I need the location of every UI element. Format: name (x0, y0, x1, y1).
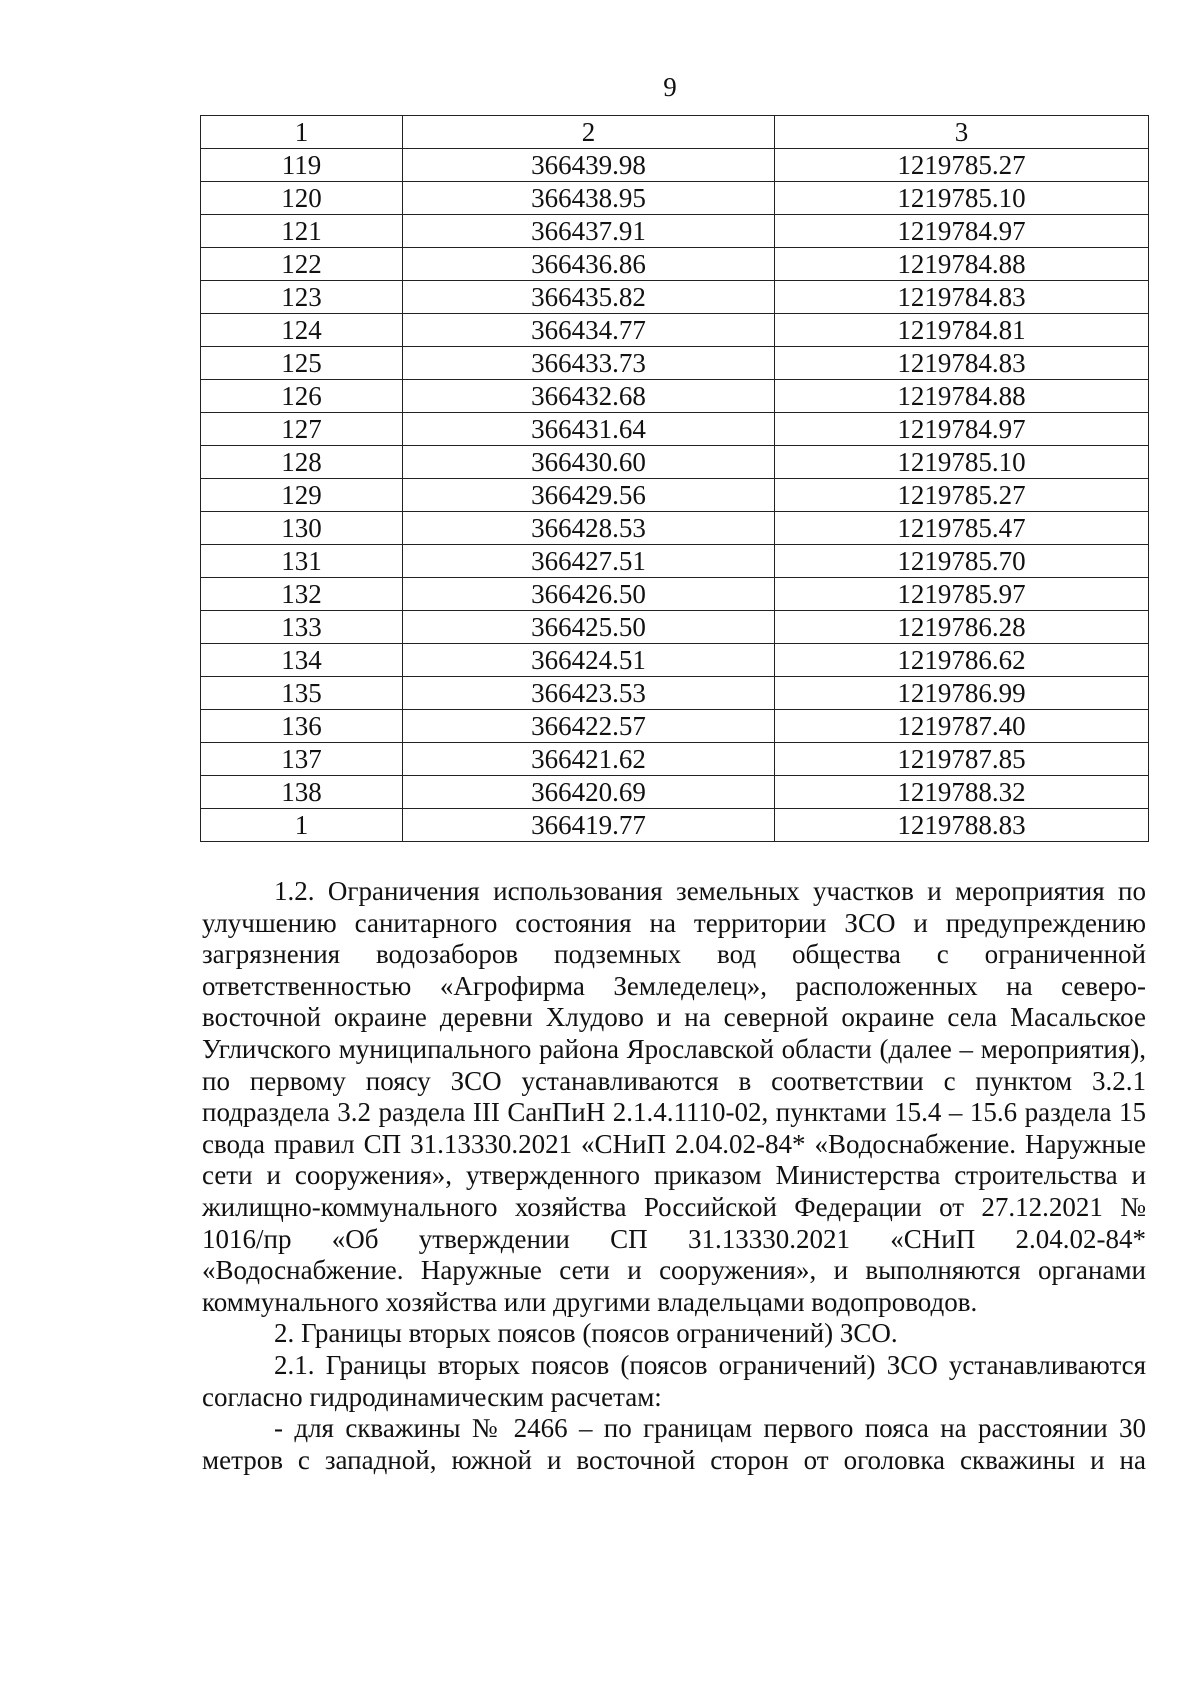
x-coordinate-cell: 366432.68 (403, 380, 775, 413)
y-coordinate-cell: 1219785.27 (775, 479, 1149, 512)
table-row (201, 182, 1149, 215)
y-coordinate-cell: 1219785.70 (775, 545, 1149, 578)
point-number-cell: 127 (201, 413, 403, 446)
x-coordinate-cell: 366438.95 (403, 182, 775, 215)
point-number-cell: 120 (201, 182, 403, 215)
paragraph-well-2466: - для скважины № 2466 – по границам первого пояса на расстоянии 30 метров с западной, южной и восточной сторон от оголовка скважины и на (202, 1413, 1146, 1475)
x-coordinate-cell: 366419.77 (403, 809, 775, 842)
x-coordinate-cell: 366430.60 (403, 446, 775, 479)
table-row (201, 776, 1149, 809)
y-coordinate-cell: 1219784.83 (775, 281, 1149, 314)
point-number-cell: 1 (201, 809, 403, 842)
point-number-cell: 125 (201, 347, 403, 380)
point-number-cell: 119 (201, 149, 403, 182)
header-cell: 3 (775, 116, 1149, 149)
x-coordinate-cell: 366437.91 (403, 215, 775, 248)
y-coordinate-cell: 1219784.97 (775, 215, 1149, 248)
x-coordinate-cell: 366428.53 (403, 512, 775, 545)
point-number-cell: 134 (201, 644, 403, 677)
header-cell: 1 (201, 116, 403, 149)
x-coordinate-cell: 366434.77 (403, 314, 775, 347)
table-row (201, 314, 1149, 347)
paragraph-second-zone-heading: 2. Границы вторых поясов (поясов ограничений) ЗСО. (274, 1318, 898, 1349)
x-coordinate-cell: 366431.64 (403, 413, 775, 446)
y-coordinate-cell: 1219788.83 (775, 809, 1149, 842)
y-coordinate-cell: 1219787.85 (775, 743, 1149, 776)
x-coordinate-cell: 366436.86 (403, 248, 775, 281)
x-coordinate-cell: 366421.62 (403, 743, 775, 776)
y-coordinate-cell: 1219786.62 (775, 644, 1149, 677)
point-number-cell: 122 (201, 248, 403, 281)
paragraph-second-zone-bounds: 2.1. Границы вторых поясов (поясов ограничений) ЗСО устанавливаются согласно гидродинамическим расчетам: (202, 1349, 1146, 1412)
table-row (201, 677, 1149, 710)
table-row (201, 809, 1149, 842)
x-coordinate-cell: 366433.73 (403, 347, 775, 380)
point-number-cell: 137 (201, 743, 403, 776)
point-number-cell: 123 (201, 281, 403, 314)
table-row (201, 611, 1149, 644)
point-number-cell: 121 (201, 215, 403, 248)
y-coordinate-cell: 1219785.10 (775, 446, 1149, 479)
table-header-row (201, 116, 1149, 149)
point-number-cell: 132 (201, 578, 403, 611)
point-number-cell: 129 (201, 479, 403, 512)
table-row (201, 413, 1149, 446)
table-row (201, 512, 1149, 545)
point-number-cell: 133 (201, 611, 403, 644)
coordinates-table (200, 115, 1149, 842)
x-coordinate-cell: 366420.69 (403, 776, 775, 809)
y-coordinate-cell: 1219784.83 (775, 347, 1149, 380)
y-coordinate-cell: 1219785.10 (775, 182, 1149, 215)
y-coordinate-cell: 1219786.99 (775, 677, 1149, 710)
y-coordinate-cell: 1219784.88 (775, 380, 1149, 413)
x-coordinate-cell: 366429.56 (403, 479, 775, 512)
x-coordinate-cell: 366435.82 (403, 281, 775, 314)
y-coordinate-cell: 1219788.32 (775, 776, 1149, 809)
table-row (201, 149, 1149, 182)
x-coordinate-cell: 366439.98 (403, 149, 775, 182)
y-coordinate-cell: 1219784.97 (775, 413, 1149, 446)
x-coordinate-cell: 366426.50 (403, 578, 775, 611)
point-number-cell: 128 (201, 446, 403, 479)
y-coordinate-cell: 1219784.88 (775, 248, 1149, 281)
y-coordinate-cell: 1219785.97 (775, 578, 1149, 611)
table-row (201, 281, 1149, 314)
x-coordinate-cell: 366427.51 (403, 545, 775, 578)
body-text (202, 876, 1146, 1476)
point-number-cell: 124 (201, 314, 403, 347)
table-row (201, 545, 1149, 578)
point-number-cell: 135 (201, 677, 403, 710)
table-row (201, 578, 1149, 611)
x-coordinate-cell: 366423.53 (403, 677, 775, 710)
point-number-cell: 138 (201, 776, 403, 809)
y-coordinate-cell: 1219785.27 (775, 149, 1149, 182)
y-coordinate-cell: 1219787.40 (775, 710, 1149, 743)
x-coordinate-cell: 366425.50 (403, 611, 775, 644)
table-row (201, 248, 1149, 281)
y-coordinate-cell: 1219784.81 (775, 314, 1149, 347)
x-coordinate-cell: 366422.57 (403, 710, 775, 743)
table-row (201, 644, 1149, 677)
paragraph-restrictions: 1.2. Ограничения использования земельных участков и мероприятия по улучшению санитарного состояния на территории ЗСО и предупреждению загрязнения водозаборов подземных вод общества с ограниченной ответственностью «Агрофирма Земледелец», расположенных на северо-восточной окраине деревни Хлудово и на северной окраине села Масальское Угличского муниципального района Ярославской области (далее – мероприятия), по первому поясу ЗСО устанавливаются в соответствии с пунктом 3.2.1 подраздела 3.2 раздела III СанПиН 2.1.4.1110-02, пунктами 15.4 – 15.6 раздела 15 свода правил СП 31.13330.2021 «СНиП 2.04.02-84* «Водоснабжение. Наружные сети и сооружения», утвержденного приказом Министерства строительства и жилищно-коммунального хозяйства Российской Федерации от 27.12.2021 № 1016/пр «Об утверждении СП 31.13330.2021 «СНиП 2.04.02-84* «Водоснабжение. Наружные сети и сооружения», и выполняются органами коммунального хозяйства или другими владельцами водопроводов. (202, 876, 1146, 1317)
table-row (201, 743, 1149, 776)
header-cell: 2 (403, 116, 775, 149)
table-row (201, 710, 1149, 743)
table-row (201, 446, 1149, 479)
point-number-cell: 130 (201, 512, 403, 545)
point-number-cell: 126 (201, 380, 403, 413)
table-row (201, 479, 1149, 512)
table-row (201, 215, 1149, 248)
x-coordinate-cell: 366424.51 (403, 644, 775, 677)
point-number-cell: 131 (201, 545, 403, 578)
point-number-cell: 136 (201, 710, 403, 743)
y-coordinate-cell: 1219786.28 (775, 611, 1149, 644)
table-row (201, 347, 1149, 380)
page-number: 9 (663, 72, 677, 102)
table-row (201, 380, 1149, 413)
y-coordinate-cell: 1219785.47 (775, 512, 1149, 545)
